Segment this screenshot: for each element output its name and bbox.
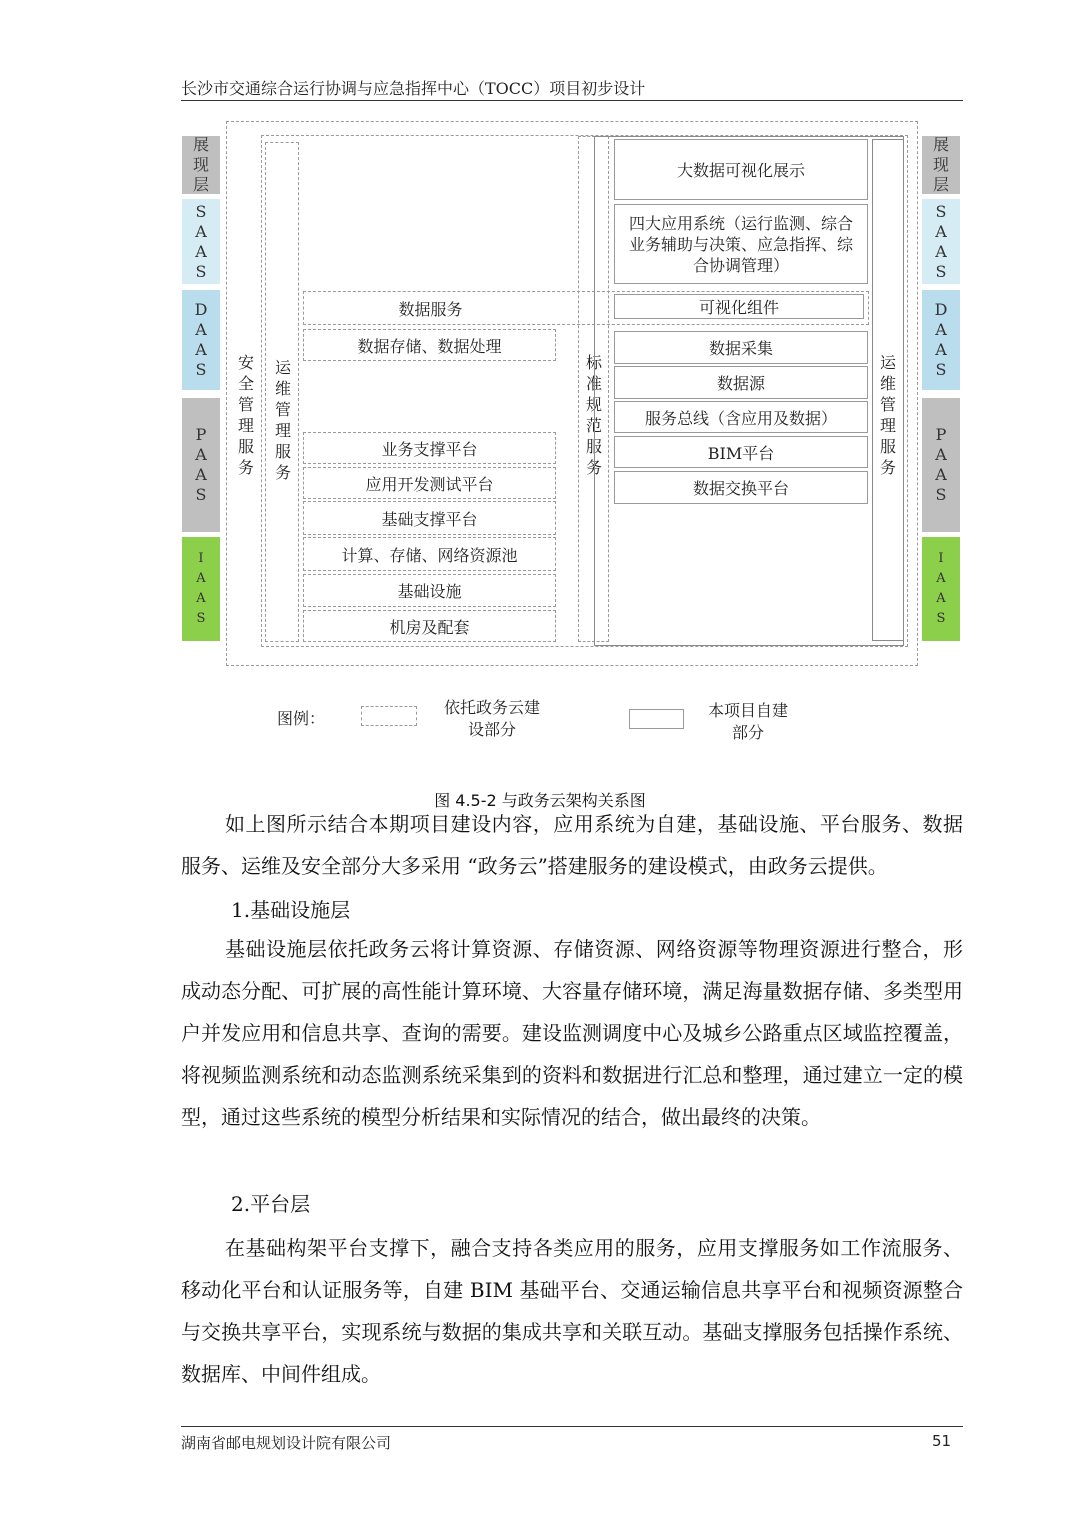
right-layer-daas-char: D <box>934 300 948 319</box>
left-layer-show-char: 现 <box>192 155 209 174</box>
left-layer-daas-char: S <box>195 360 207 379</box>
right-layer-iaas-char: S <box>936 611 946 626</box>
section-heading-infrastructure: 1.基础设施层 <box>231 898 351 922</box>
right-layer-saas-char: A <box>935 241 947 261</box>
left-layer-saas <box>182 199 220 284</box>
left-layer-iaas <box>182 537 220 641</box>
right-layer-iaas-char: A <box>936 591 946 606</box>
figure-caption: 图 4.5-2 与政务云架构关系图 <box>434 791 646 810</box>
page-number: 51 <box>932 1432 952 1450</box>
right-layer-iaas-char: A <box>936 571 946 586</box>
right-layer-saas-char: S <box>935 261 947 281</box>
paragraph-platform: 在基础构架平台支撑下，融合支持各类应用的服务，应用支撑服务如工作流服务、移动化平台和认证服务等，自建 BIM 基础平台、交通运输信息共享平台和视频资源整合与交换共享平台，实现系统与数据的集成共享和关联互动。基础支撑服务包括操作系统、数据库、中间件组成。 <box>181 1236 963 1386</box>
right-layer-daas-char: A <box>935 320 947 339</box>
legend-dashed-desc-line1: 依托政务云建 <box>443 698 540 717</box>
standard-service-char: 准 <box>585 374 602 393</box>
bim-platform-box: BIM平台 <box>614 436 868 468</box>
legend-solid-desc-line1: 本项目自建 <box>707 701 788 720</box>
security-service-char: 务 <box>237 458 254 477</box>
left-layer-iaas-char: A <box>196 571 206 586</box>
big-data-visualization-box: 大数据可视化展示 <box>614 139 868 200</box>
data-exchange-platform-box: 数据交换平台 <box>614 471 868 504</box>
ops-service-right-char: 管 <box>879 395 896 414</box>
left-layer-saas-char: S <box>195 201 207 221</box>
left-layer-daas-char: D <box>194 300 208 319</box>
left-layer-show-char: 层 <box>192 175 209 194</box>
ops-service-left-char: 务 <box>274 463 291 482</box>
app-dev-test-platform-box: 应用开发测试平台 <box>303 467 556 499</box>
ops-service-right-char: 理 <box>879 416 896 435</box>
right-layer-show-char: 展 <box>932 135 949 154</box>
data-storage-box: 数据存储、数据处理 <box>303 329 556 361</box>
standard-service-char: 规 <box>585 395 602 414</box>
right-layer-show <box>922 136 960 194</box>
left-layer-daas-char: A <box>195 340 207 359</box>
left-layer-paas-char: S <box>195 485 207 504</box>
standard-service-char: 服 <box>585 437 602 456</box>
left-layer-paas-char: A <box>195 465 207 484</box>
left-layer-show <box>182 136 220 194</box>
right-layer-paas <box>922 398 960 532</box>
left-layer-iaas-char: A <box>196 591 206 606</box>
right-layer-paas-char: P <box>935 425 947 444</box>
ops-service-left-char: 管 <box>274 400 291 419</box>
right-layer-daas <box>922 290 960 390</box>
legend-solid-desc <box>690 700 806 744</box>
ops-service-right-char: 维 <box>879 374 896 393</box>
ops-service-right-char: 运 <box>879 353 896 372</box>
base-support-platform-box: 基础支撑平台 <box>303 501 556 535</box>
machine-room-box: 机房及配套 <box>303 610 556 642</box>
security-service-char: 管 <box>237 395 254 414</box>
four-application-systems-box: 四大应用系统（运行监测、综合业务辅助与决策、应急指挥、综合协调管理） <box>614 204 868 284</box>
right-layer-iaas <box>922 537 960 641</box>
security-service-char: 理 <box>237 416 254 435</box>
right-layer-daas-char: S <box>935 360 947 379</box>
footer-company: 湖南省邮电规划设计院有限公司 <box>181 1434 392 1452</box>
security-service-char: 安 <box>237 353 254 372</box>
ops-service-left-char: 理 <box>274 421 291 440</box>
left-layer-saas-char: A <box>195 241 207 261</box>
data-collection-box: 数据采集 <box>614 331 868 364</box>
resource-pool-box: 计算、存储、网络资源池 <box>303 537 556 571</box>
right-layer-saas-char: A <box>935 221 947 241</box>
legend-dashed-desc-line2: 设部分 <box>467 720 516 739</box>
legend-solid-swatch <box>629 709 684 729</box>
security-service-char: 全 <box>237 374 254 393</box>
ops-service-left-label <box>270 345 296 495</box>
paragraph-infrastructure: 基础设施层依托政务云将计算资源、存储资源、网络资源等物理资源进行整合，形成动态分配、可扩展的高性能计算环境、大容量存储环境，满足海量数据存储、多类型用户并发应用和信息共享、查询的需要。建设监测调度中心及城乡公路重点区域监控覆盖，将视频监测系统和动态监测系统采集到的资料和数据进行汇总和整理，通过建立一定的模型，通过这些系统的模型分析结果和实际情况的结合，做出最终的决策。 <box>181 937 963 1129</box>
left-layer-iaas-char: S <box>196 611 206 626</box>
left-layer-paas-char: A <box>195 445 207 464</box>
ops-service-left-char: 运 <box>274 358 291 377</box>
ops-service-left-char: 维 <box>274 379 291 398</box>
legend-dashed-swatch <box>361 706 417 726</box>
infrastructure-box: 基础设施 <box>303 574 556 607</box>
legend-solid-desc-line2: 部分 <box>731 723 764 742</box>
left-layer-daas <box>182 290 220 390</box>
left-layer-saas-char: S <box>195 261 207 281</box>
security-management-service <box>233 340 259 490</box>
page-header-title: 长沙市交通综合运行协调与应急指挥中心（TOCC）项目初步设计 <box>181 79 646 98</box>
ops-service-right-label <box>875 340 901 490</box>
standard-service-char: 标 <box>585 353 602 372</box>
right-layer-paas-char: A <box>935 465 947 484</box>
legend-label: 图例： <box>277 709 326 728</box>
right-layer-iaas-char: I <box>938 551 944 566</box>
left-layer-iaas-char: I <box>198 551 204 566</box>
right-layer-daas-char: A <box>935 340 947 359</box>
left-layer-saas-char: A <box>195 221 207 241</box>
right-layer-show-char: 层 <box>932 175 949 194</box>
service-bus-box: 服务总线（含应用及数据） <box>614 401 868 433</box>
section-heading-platform: 2.平台层 <box>231 1192 311 1216</box>
ops-service-left-char: 服 <box>274 442 291 461</box>
right-layer-saas-char: S <box>935 201 947 221</box>
ops-service-right-char: 务 <box>879 458 896 477</box>
right-layer-saas <box>922 199 960 284</box>
left-layer-paas-char: P <box>195 425 207 444</box>
data-source-box: 数据源 <box>614 366 868 399</box>
visualization-component-box: 可视化组件 <box>614 294 864 319</box>
left-layer-daas-char: A <box>195 320 207 339</box>
data-service-label: 数据服务 <box>398 299 463 319</box>
legend-dashed-desc <box>432 697 552 741</box>
standard-service-char: 范 <box>585 416 602 435</box>
paragraph-intro: 如上图所示结合本期项目建设内容，应用系统为自建，基础设施、平台服务、数据服务、运维及安全部分大多采用 “政务云”搭建服务的建设模式，由政务云提供。 <box>181 812 963 878</box>
right-layer-paas-char: A <box>935 445 947 464</box>
right-layer-show-char: 现 <box>932 155 949 174</box>
security-service-char: 服 <box>237 437 254 456</box>
left-layer-show-char: 展 <box>192 135 209 154</box>
right-layer-paas-char: S <box>935 485 947 504</box>
standard-service-char: 务 <box>585 458 602 477</box>
footer-divider <box>181 1426 963 1427</box>
ops-service-right-char: 服 <box>879 437 896 456</box>
business-support-platform-box: 业务支撑平台 <box>303 432 556 464</box>
left-layer-paas <box>182 398 220 532</box>
